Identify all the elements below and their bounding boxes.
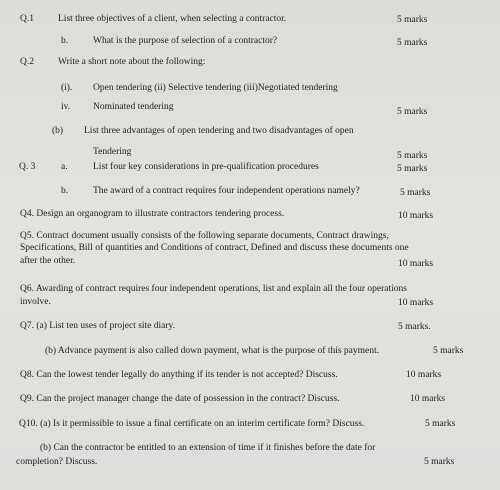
q2b-label: (b): [52, 126, 64, 136]
q7b-text: (b) Advance payment is also called down payment, what is the purpose of this payment.: [45, 346, 380, 356]
q1-text: List three objectives of a client, when selecting a contractor.: [58, 14, 287, 24]
q6-line2: involve.: [20, 297, 51, 307]
q2-text: Write a short note about the following:: [58, 57, 206, 67]
q2-number: Q.2: [20, 57, 34, 67]
q7-text: Q7. (a) List ten uses of project site diary.: [20, 321, 176, 331]
q2b-text-line1: List three advantages of open tendering and two disadvantages of open: [84, 126, 354, 136]
q4-marks: 10 marks: [398, 211, 434, 221]
q3b-marks: 5 marks: [400, 188, 431, 198]
q3a-label: a.: [61, 162, 68, 172]
q9-marks: 10 marks: [410, 394, 446, 404]
q2iv-label: iv.: [61, 102, 71, 112]
q1-marks: 5 marks: [397, 15, 428, 25]
q10-text: Q10. (a) Is it permissible to issue a final certificate on an interim certificate form? Discuss.: [19, 419, 365, 429]
q3b-text: The award of a contract requires four independent operations namely?: [93, 186, 360, 196]
q1b-marks: 5 marks: [397, 38, 428, 48]
q10-marks: 5 marks: [425, 419, 456, 429]
q3a-text: List four key considerations in pre-qualification procedures: [93, 162, 319, 172]
q1b-text: What is the purpose of selection of a contractor?: [93, 36, 278, 46]
q5-line3: after the other.: [20, 256, 76, 266]
q7b-marks: 5 marks: [433, 346, 464, 356]
q2b-marks: 5 marks: [397, 151, 428, 161]
q1-number: Q.1: [20, 14, 34, 24]
q6-marks: 10 marks: [398, 298, 434, 308]
q8-text: Q8. Can the lowest tender legally do anything if its tender is not accepted? Discuss.: [20, 370, 338, 380]
q2iv-text: Nominated tendering: [93, 102, 174, 112]
q2iv-marks: 5 marks: [397, 107, 428, 117]
q5-marks: 10 marks: [398, 259, 434, 269]
q1b-label: b.: [61, 36, 69, 46]
q2i-text: Open tendering (ii) Selective tendering (iii)Negotiated tendering: [93, 83, 338, 93]
q10b-line2: completion? Discuss.: [16, 457, 98, 467]
q3a-marks: 5 marks: [397, 164, 428, 174]
q5-line1: Q5. Contract document usually consists of the following separate documents, Contract drawings,: [20, 231, 389, 241]
q7-marks: 5 marks.: [398, 322, 431, 332]
q2b-text-line2: Tendering: [93, 147, 132, 157]
q10b-marks: 5 marks: [424, 457, 455, 467]
q10b-line1: (b) Can the contractor be entitled to an extension of time if it finishes before the date for: [40, 443, 376, 453]
q4-text: Q4. Design an organogram to illustrate contractors tendering process.: [20, 209, 285, 219]
q3-number: Q. 3: [19, 162, 36, 172]
q9-text: Q9. Can the project manager change the date of possession in the contract? Discuss.: [20, 394, 340, 404]
q6-line1: Q6. Awarding of contract requires four independent operations, list and explain all the four operations: [20, 284, 407, 294]
q3b-label: b.: [61, 186, 69, 196]
q2i-label: (i).: [61, 83, 73, 93]
q5-line2: Specifications, Bill of quantities and Conditions of contract, Defined and discuss these documents one: [20, 243, 409, 253]
q8-marks: 10 marks: [406, 370, 442, 380]
